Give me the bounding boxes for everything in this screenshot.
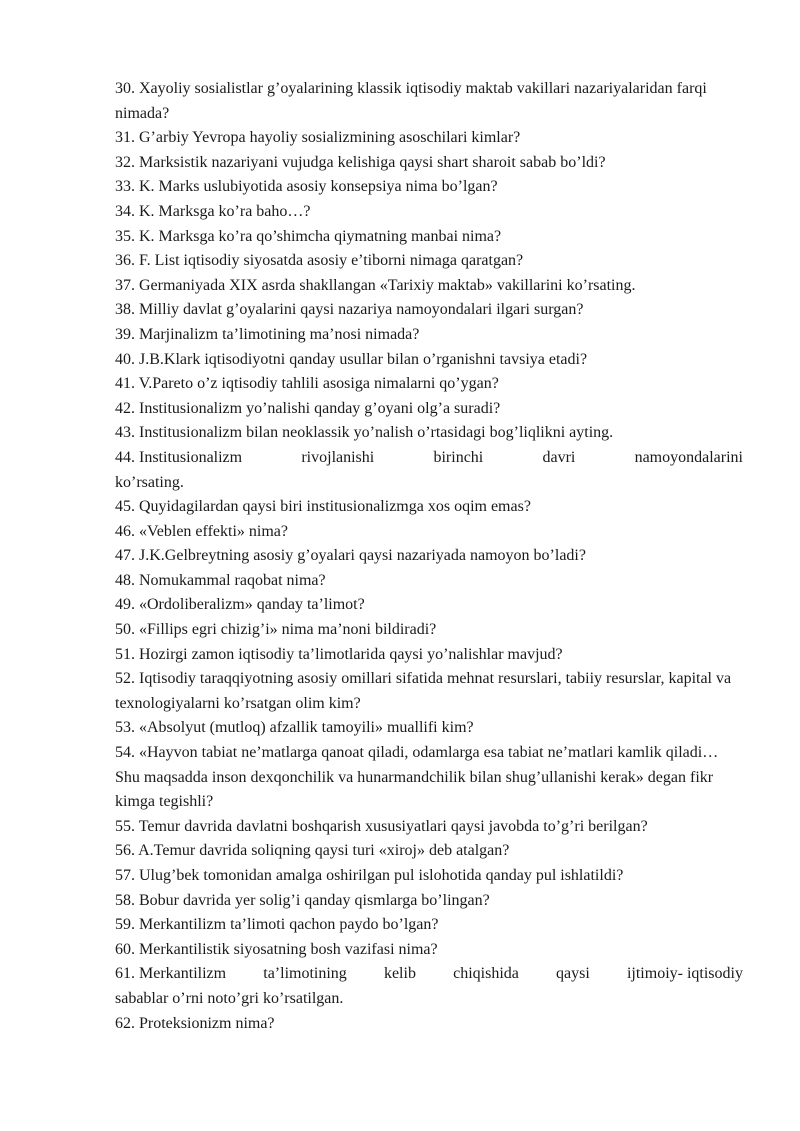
question-39 — [115, 323, 743, 348]
question-46 — [115, 520, 743, 545]
question-33 — [115, 175, 743, 200]
question-40 — [115, 348, 743, 373]
question-number: 54. — [115, 744, 135, 762]
document-page — [115, 77, 743, 1036]
question-number: 37. — [115, 276, 135, 294]
question-32 — [115, 151, 743, 176]
question-text: Proteksionizm nima? — [139, 1014, 275, 1032]
question-text: Marjinalizm ta’limotining ma’nosi nimada? — [139, 325, 420, 343]
question-text: Xayoliy sosialistlar g’oyalarining klassik iqtisodiy maktab vakillari nazariyalaridan farqi nimada? — [115, 80, 707, 122]
question-number: 35. — [115, 227, 135, 245]
question-59 — [115, 913, 743, 938]
question-text: Ulug’bek tomonidan amalga oshirilgan pul islohotida qanday pul ishlatildi? — [139, 867, 624, 884]
question-50 — [115, 618, 743, 643]
word: rivojlanishi — [301, 448, 375, 466]
question-text: Institusionalizm yo’nalishi qanday g’oyani olg’a suradi? — [139, 399, 501, 417]
question-text: K. Marksga ko’ra qo’shimcha qiymatning manbai nima? — [139, 227, 502, 245]
question-text: Iqtisodiy taraqqiyotning asosiy omillari sifatida mehnat resurslari, tabiiy resurslar, kapital va texnologiyalarni ko’rsatgan olim kim? — [115, 670, 732, 712]
question-text: K. Marks uslubiyotida asosiy konsepsiya nima bo’lgan? — [139, 178, 498, 196]
question-61-line-1 — [115, 962, 743, 987]
word: 44. Institusionalizm — [115, 448, 243, 466]
question-54 — [115, 741, 743, 815]
question-text: «Fillips egri chizig’i» nima ma’noni bildiradi? — [139, 621, 437, 639]
question-51 — [115, 643, 743, 668]
question-44-line-2: ko’rsating. — [115, 473, 184, 491]
word: namoyondalarini — [634, 448, 743, 466]
question-text: Marksistik nazariyani vujudga kelishiga qaysi shart sharoit sabab bo’ldi? — [139, 153, 606, 171]
question-44-line-1 — [115, 446, 743, 471]
question-text: F. List iqtisodiy siyosatda asosiy e’tiborni nimaga qaratgan? — [139, 252, 524, 270]
question-34 — [115, 200, 743, 225]
question-text: Bobur davrida yer solig’i qanday qismlarga bo’lingan? — [139, 891, 490, 909]
word: kelib — [383, 965, 416, 983]
question-text: Institusionalizm bilan neoklassik yo’nalish o’rtasidagi bog’liqlikni ayting. — [139, 424, 614, 442]
question-56 — [115, 839, 743, 864]
question-52 — [115, 667, 743, 716]
question-text: Merkantilizm ta’limoti qachon paydo bo’lgan? — [139, 916, 439, 934]
question-number: 47. — [115, 547, 135, 565]
question-37 — [115, 274, 743, 299]
question-text: J.K.Gelbreytning asosiy g’oyalari qaysi nazariyada namoyon bo’ladi? — [139, 547, 586, 565]
question-text: «Absolyut (mutloq) afzallik tamoyili» muallifi kim? — [139, 719, 474, 737]
question-number: 38. — [115, 301, 135, 319]
question-number: 56. — [115, 842, 135, 860]
question-31 — [115, 126, 743, 151]
question-42 — [115, 397, 743, 422]
question-55 — [115, 815, 743, 840]
question-text: Quyidagilardan qaysi biri institusionalizmga xos oqim emas? — [139, 498, 531, 516]
question-text: Merkantilistik siyosatning bosh vazifasi nima? — [139, 940, 438, 958]
question-text: Nomukammal raqobat nima? — [139, 571, 326, 589]
question-number: 51. — [115, 645, 135, 663]
question-number: 57. — [115, 867, 135, 884]
question-53 — [115, 716, 743, 741]
question-61-line-2: sabablar o’rni noto’gri ko’rsatilgan. — [115, 989, 344, 1007]
question-text: «Veblen effekti» nima? — [139, 522, 288, 540]
question-number: 49. — [115, 596, 135, 614]
question-number: 60. — [115, 940, 135, 958]
question-number: 52. — [115, 670, 135, 688]
question-number: 30. — [115, 80, 135, 97]
question-text: «Ordoliberalizm» qanday ta’limot? — [139, 596, 365, 614]
question-number: 41. — [115, 375, 135, 393]
question-60 — [115, 938, 743, 963]
question-text: A.Temur davrida soliqning qaysi turi «xiroj» deb atalgan? — [138, 842, 510, 860]
question-35 — [115, 225, 743, 250]
question-47 — [115, 544, 743, 569]
question-number: 58. — [115, 891, 135, 909]
question-text: K. Marksga ko’ra baho…? — [139, 202, 311, 220]
question-38 — [115, 298, 743, 323]
question-number: 32. — [115, 153, 135, 171]
word: qaysi — [556, 965, 590, 983]
question-text: Hozirgi zamon iqtisodiy ta’limotlarida qaysi yo’nalishlar mavjud? — [139, 645, 563, 663]
word: davri — [542, 448, 576, 466]
question-number: 34. — [115, 202, 135, 220]
question-number: 31. — [115, 129, 135, 147]
question-62 — [115, 1012, 743, 1037]
question-45 — [115, 495, 743, 520]
question-number: 59. — [115, 916, 135, 934]
question-text: Milliy davlat g’oyalarini qaysi nazariya namoyondalari ilgari surgan? — [139, 301, 584, 319]
question-text: Germaniyada XIX asrda shakllangan «Tarixiy maktab» vakillarini ko’rsating. — [139, 276, 636, 294]
question-number: 42. — [115, 399, 135, 417]
word: 61. Merkantilizm — [115, 965, 227, 983]
word: ijtimoiy- iqtisodiy — [626, 965, 743, 983]
question-number: 53. — [115, 719, 135, 737]
question-text: V.Pareto o’z iqtisodiy tahlili asosiga nimalarni qo’ygan? — [138, 375, 499, 393]
word: ta’limotining — [263, 965, 347, 983]
question-48 — [115, 569, 743, 594]
question-44 — [115, 446, 743, 495]
question-49 — [115, 593, 743, 618]
question-text: J.B.Klark iqtisodiyotni qanday usullar bilan o’rganishni tavsiya etadi? — [139, 350, 588, 368]
word: birinchi — [433, 448, 484, 466]
question-41 — [115, 372, 743, 397]
question-number: 55. — [115, 817, 135, 835]
question-number: 62. — [115, 1014, 135, 1032]
question-text: Temur davrida davlatni boshqarish xususiyatlari qaysi javobda to’g’ri berilgan? — [138, 817, 648, 835]
question-text: G’arbiy Yevropa hayoliy sosializmining asoschilari kimlar? — [139, 129, 521, 147]
question-30 — [115, 77, 743, 126]
question-36 — [115, 249, 743, 274]
question-number: 36. — [115, 252, 135, 270]
question-58 — [115, 889, 743, 914]
question-number: 50. — [115, 621, 135, 639]
question-number: 46. — [115, 522, 135, 540]
question-43 — [115, 421, 743, 446]
question-61 — [115, 962, 743, 1011]
question-number: 33. — [115, 178, 135, 196]
question-text: «Hayvon tabiat ne’matlarga qanoat qiladi, odamlarga esa tabiat ne’matlari kamlik qiladi… Shu maqsadda inson dexqonchilik va hunarmandchilik bilan shug’ullanishi kerak» degan fikr kimga tegishli? — [115, 744, 719, 811]
word: chiqishida — [453, 965, 519, 983]
question-number: 48. — [115, 571, 135, 589]
question-number: 43. — [115, 424, 135, 442]
question-number: 40. — [115, 350, 135, 368]
question-number: 45. — [115, 498, 135, 516]
question-57 — [115, 864, 743, 889]
question-number: 39. — [115, 325, 135, 343]
